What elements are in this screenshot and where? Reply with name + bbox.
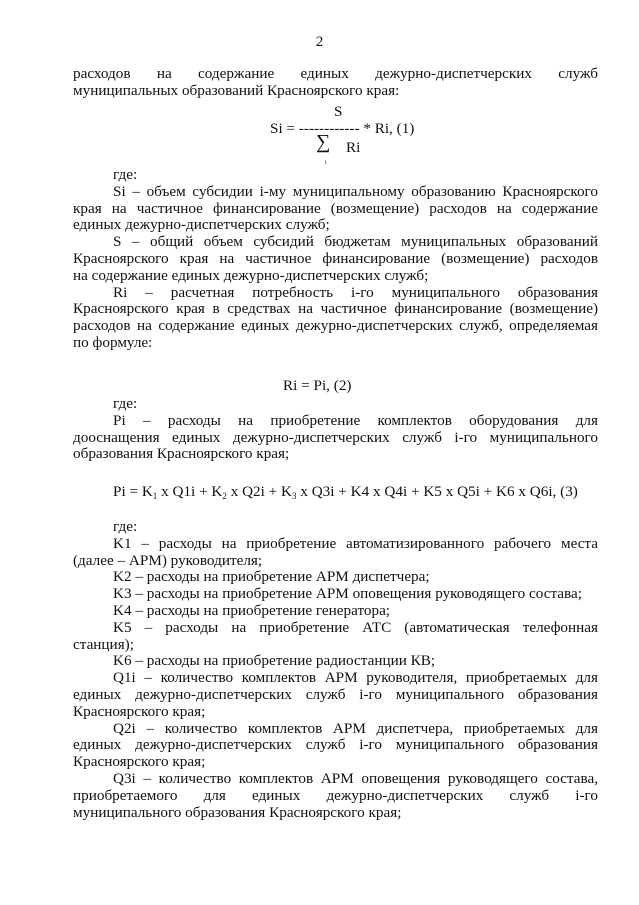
formula-2: Ri = Pi, (2) (283, 377, 352, 394)
subscript: 2 (222, 491, 227, 501)
text-line: муниципального образования Красноярского края; (73, 803, 402, 821)
text-line: по формуле: (73, 333, 153, 351)
definition-pi (73, 396, 598, 463)
where-label: где: (113, 395, 138, 412)
text-line: Ri – расчетная потребность i-го муниципального образования (113, 283, 598, 301)
text-line: Красноярского края на частичное финансирование (возмещение) расходов (73, 249, 598, 267)
text-line: Q3i – количество комплектов АРМ оповещения руководящего состава, (113, 769, 598, 787)
text-line: Si – объем субсидии i-му муниципальному образованию Красноярского (113, 182, 598, 200)
text-line: на содержание единых дежурно-диспетчерских служб; (73, 266, 429, 284)
text-line: K1 – расходы на приобретение автоматизированного рабочего места (113, 534, 598, 552)
text-line: Красноярского края; (73, 753, 206, 771)
definitions-2 (73, 519, 598, 821)
text-line: Q1i – количество комплектов АРМ руководителя, приобретаемых для (113, 669, 598, 687)
definitions-1 (73, 167, 598, 352)
text-line: расходов на содержание единых дежурно-диспетчерских служб (73, 65, 598, 82)
text-line: станция); (73, 635, 134, 653)
text-line: муниципальных образований Красноярского края: (73, 81, 400, 99)
text-line: Красноярского края в средствах на частичное финансирование (возмещение) (73, 300, 598, 318)
formula-3-part: x Q1i + K (157, 483, 223, 500)
text-line: единых дежурно-диспетчерских служб; (73, 216, 330, 234)
formula-1-numerator: S (334, 103, 343, 120)
formula-1-main: Si = ------------ * Ri, (1) (270, 120, 415, 137)
text-line: K6 – расходы на приобретение радиостанции КВ; (113, 652, 436, 670)
where-label: где: (113, 166, 138, 183)
subscript: 1 (152, 491, 158, 501)
text-line: K2 – расходы на приобретение АРМ диспетчера; (113, 568, 430, 586)
subscript: 3 (292, 491, 297, 501)
text-line: (далее – АРМ) руководителя; (73, 551, 263, 569)
text-line: дооснащения единых дежурно-диспетчерских служб i-го муниципального (73, 428, 598, 446)
text-line: единых дежурно-диспетчерских служб i-го муниципального образования (73, 685, 598, 703)
formula-3 (113, 484, 578, 501)
where-label: где: (113, 518, 138, 535)
text-line: K3 – расходы на приобретение АРМ оповещения руководящего состава; (113, 585, 582, 603)
text-line: Pi – расходы на приобретение комплектов оборудования для (113, 411, 598, 429)
sum-index: i (325, 160, 327, 166)
text-line: Красноярского края; (73, 702, 206, 720)
text-line: Q2i – количество комплектов АРМ диспетчера, приобретаемых для (113, 719, 598, 737)
text-line: приобретаемого для единых дежурно-диспетчерских служб i-го (73, 786, 598, 804)
formula-3-part: x Q2i + K (226, 483, 293, 500)
text-line: S – общий объем субсидий бюджетам муниципальных образований (113, 233, 598, 251)
text-line: образования Красноярского края; (73, 445, 290, 463)
text-line: единых дежурно-диспетчерских служб i-го муниципального образования (73, 736, 598, 754)
intro-paragraph (73, 66, 598, 100)
sum-symbol: ∑ (316, 131, 331, 153)
text-line: K4 – расходы на приобретение генератора; (113, 601, 391, 619)
text-line: K5 – расходы на приобретение АТС (автоматическая телефонная (113, 618, 598, 636)
text-line: края на частичное финансирование (возмещение) расходов на содержание (73, 199, 598, 217)
formula-3-part: x Q3i + K4 x Q4i + K5 x Q5i + K6 x Q6i, (3) (296, 483, 578, 500)
page-number: 2 (315, 33, 324, 50)
formula-1-denominator: Ri (346, 139, 361, 156)
text-line: расходов на содержание единых дежурно-диспетчерских служб, определяемая (73, 317, 598, 335)
formula-3-part: Pi = K (113, 483, 153, 500)
